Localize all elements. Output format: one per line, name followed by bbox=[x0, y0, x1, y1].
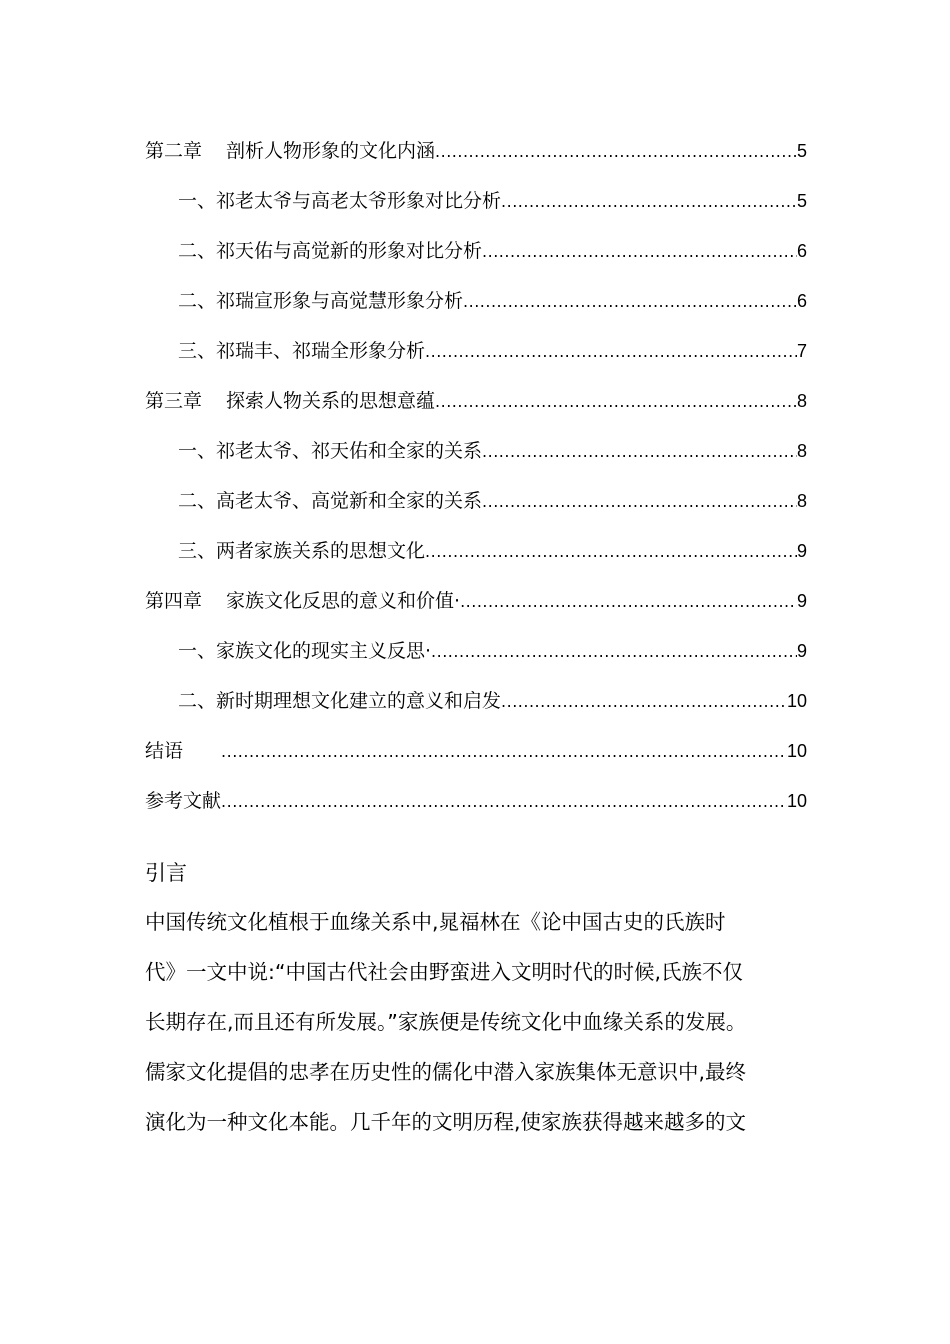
toc-chapter-label: 第二章 bbox=[145, 140, 203, 162]
toc-page-number: 5 bbox=[796, 141, 807, 161]
toc-dot-leader bbox=[425, 334, 797, 370]
toc-dot-leader bbox=[463, 284, 797, 320]
toc-entry-title: 家族文化反思的意义和价值· bbox=[226, 590, 461, 612]
toc-entry-title: 二、新时期理想文化建立的意义和启发 bbox=[178, 690, 502, 712]
toc-entry-title: 三、祁瑞丰、祁瑞全形象分析 bbox=[178, 340, 426, 362]
intro-body bbox=[145, 902, 825, 1152]
toc-page-number: 6 bbox=[796, 241, 807, 261]
toc-entry-2-2[interactable] bbox=[145, 233, 807, 283]
toc-entry-title: 一、家族文化的现实主义反思· bbox=[178, 640, 432, 662]
toc-entry-references[interactable] bbox=[145, 783, 807, 833]
toc-chapter-label: 第四章 bbox=[145, 590, 203, 612]
toc-entry-4-2[interactable] bbox=[145, 683, 807, 733]
toc-dot-leader bbox=[460, 584, 797, 620]
toc-entry-conclusion[interactable] bbox=[145, 733, 807, 783]
toc-entry-2-4[interactable] bbox=[145, 333, 807, 383]
toc-entry-title: 探索人物关系的思想意蕴 bbox=[226, 390, 436, 412]
toc-entry-chapter-2[interactable] bbox=[145, 133, 807, 183]
toc-page-number: 5 bbox=[796, 191, 807, 211]
toc-page-number: 9 bbox=[796, 641, 807, 661]
toc-dot-leader bbox=[221, 784, 787, 820]
toc-page-number: 9 bbox=[796, 541, 807, 561]
toc-dot-leader bbox=[482, 234, 797, 270]
toc-entry-2-3[interactable] bbox=[145, 283, 807, 333]
toc-entry-3-1[interactable] bbox=[145, 433, 807, 483]
toc-dot-leader bbox=[431, 634, 797, 670]
intro-line: 儒家文化提倡的忠孝在历史性的儒化中潜入家族集体无意识中,最终 bbox=[145, 1060, 747, 1084]
toc-dot-leader bbox=[501, 684, 787, 720]
toc-page-number: 10 bbox=[786, 691, 807, 711]
toc-dot-leader bbox=[435, 134, 797, 170]
toc-dot-leader bbox=[435, 384, 797, 420]
table-of-contents bbox=[145, 133, 807, 833]
toc-entry-chapter-4[interactable] bbox=[145, 583, 807, 633]
toc-entry-title: 二、祁瑞宣形象与高觉慧形象分析 bbox=[178, 290, 464, 312]
toc-entry-title: 结语 bbox=[145, 740, 184, 762]
toc-entry-2-1[interactable] bbox=[145, 183, 807, 233]
toc-page-number: 8 bbox=[796, 441, 807, 461]
toc-entry-title: 参考文献 bbox=[145, 790, 222, 812]
toc-entry-title: 剖析人物形象的文化内涵 bbox=[226, 140, 436, 162]
toc-dot-leader bbox=[501, 184, 797, 220]
toc-dot-leader bbox=[482, 434, 797, 470]
toc-entry-title: 二、高老太爷、高觉新和全家的关系 bbox=[178, 490, 483, 512]
toc-entry-chapter-3[interactable] bbox=[145, 383, 807, 433]
toc-entry-3-3[interactable] bbox=[145, 533, 807, 583]
toc-entry-title: 二、祁天佑与高觉新的形象对比分析 bbox=[178, 240, 483, 262]
toc-dot-leader bbox=[482, 484, 797, 520]
toc-dot-leader bbox=[221, 734, 787, 770]
toc-page-number: 8 bbox=[796, 391, 807, 411]
toc-page-number: 9 bbox=[796, 591, 807, 611]
toc-page-number: 10 bbox=[786, 741, 807, 761]
toc-entry-title: 一、祁老太爷与高老太爷形象对比分析 bbox=[178, 190, 502, 212]
intro-heading: 引言 bbox=[145, 861, 187, 885]
toc-page-number: 8 bbox=[796, 491, 807, 511]
intro-line: 中国传统文化植根于血缘关系中,晁福林在《论中国古史的氏族时 bbox=[145, 910, 726, 934]
toc-entry-3-2[interactable] bbox=[145, 483, 807, 533]
toc-entry-title: 一、祁老太爷、祁天佑和全家的关系 bbox=[178, 440, 483, 462]
toc-page-number: 7 bbox=[796, 341, 807, 361]
toc-entry-title: 三、两者家族关系的思想文化 bbox=[178, 540, 426, 562]
toc-entry-4-1[interactable] bbox=[145, 633, 807, 683]
intro-line: 代》一文中说:“中国古代社会由野蛮进入文明时代的时候,氏族不仅 bbox=[145, 960, 744, 984]
intro-line: 演化为一种文化本能。几千年的文明历程,使家族获得越来越多的文 bbox=[145, 1110, 747, 1134]
toc-page-number: 10 bbox=[786, 791, 807, 811]
intro-line: 长期存在,而且还有所发展。”家族便是传统文化中血缘关系的发展。 bbox=[145, 1010, 747, 1034]
toc-page-number: 6 bbox=[796, 291, 807, 311]
toc-dot-leader bbox=[425, 534, 797, 570]
toc-chapter-label: 第三章 bbox=[145, 390, 203, 412]
